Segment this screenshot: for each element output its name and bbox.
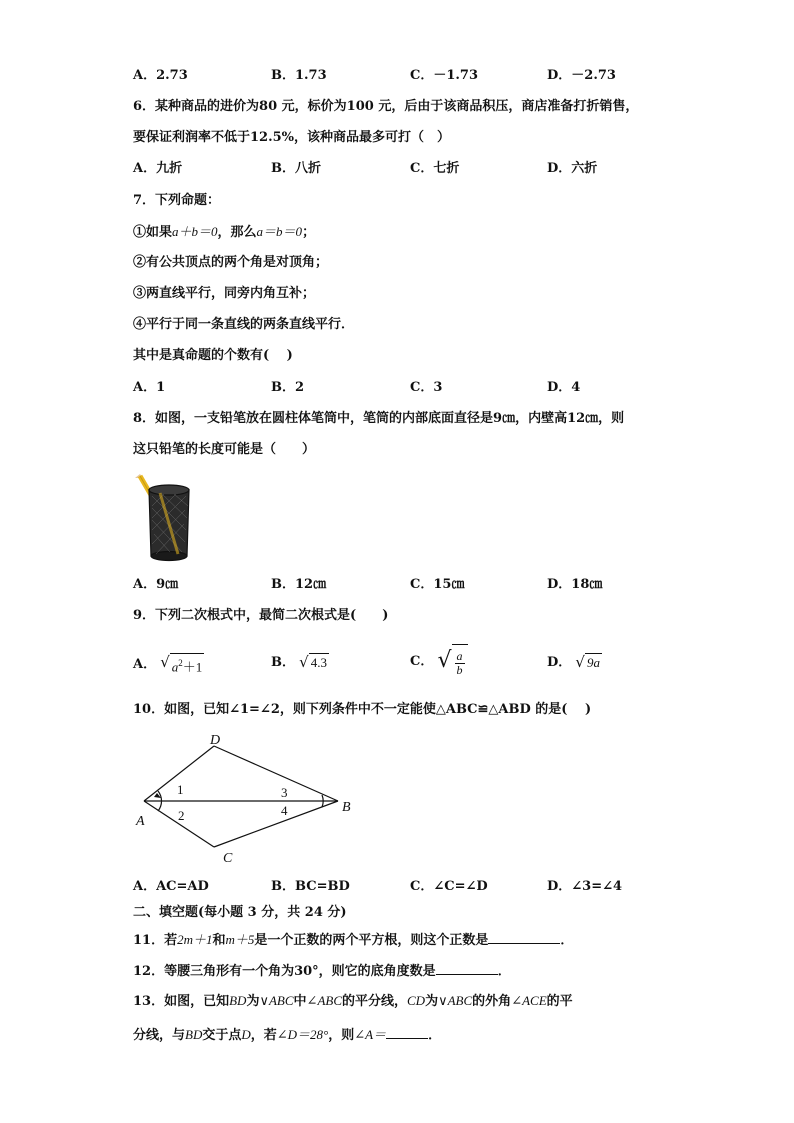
q8-stem-line2: 这只铅笔的长度可能是（ ） — [133, 442, 316, 457]
q8-option-d: D．18㎝ — [547, 577, 603, 592]
q9-options — [133, 648, 693, 686]
label-angle-1: 1 — [177, 782, 184, 797]
q11-mid: 和 — [212, 933, 226, 948]
q13-l2-angle-a: ∠A＝ — [354, 1027, 387, 1042]
q7-option-d: D．4 — [547, 380, 581, 395]
q13-l1-m: 的平 — [546, 994, 573, 1009]
q11-pre: 11．若 — [133, 933, 178, 948]
q6-option-d: D．六折 — [547, 161, 598, 176]
q9-c-numerator: a — [456, 649, 463, 663]
q9-stem: 9．下列二次根式中，最简二次根式是( ) — [133, 608, 389, 623]
q13-l1-cd: CD — [407, 993, 426, 1008]
q9-option-c-label: C． — [410, 653, 434, 669]
q6-option-b: B．八折 — [271, 161, 321, 176]
q13-l1-triangle2: ∨ABC — [438, 993, 473, 1008]
q13-l2-bd: BD — [185, 1027, 203, 1042]
q7-item2: ②有公共顶点的两个角是对顶角； — [133, 255, 329, 270]
q13-l1-i: 为 — [425, 994, 439, 1009]
q11-expr1: 2m＋1 — [177, 932, 213, 947]
q5-option-c: C．－1.73 — [410, 68, 479, 83]
q7-options — [133, 378, 693, 398]
q5-option-d: D．－2.73 — [547, 68, 616, 83]
q7-question: 其中是真命题的个数有( ) — [133, 348, 293, 363]
q6-option-a: A．九折 — [133, 161, 183, 176]
q13-l1-g: 的平分线， — [342, 994, 408, 1009]
mesh-cup-icon — [149, 485, 189, 561]
q13-l2-g: ，则 — [328, 1028, 355, 1043]
q11-post: 是一个正数的两个平方根，则这个正数是 — [254, 933, 489, 948]
q10-option-c: C．∠C=∠D — [410, 879, 488, 894]
label-angle-4: 4 — [281, 803, 288, 818]
q6-stem-line1: 6．某种商品的进价为80 元，标价为100 元，后由于该商品积压，商店准备打折销售， — [133, 99, 639, 114]
q9-c-denominator: b — [456, 663, 463, 677]
label-angle-3: 3 — [281, 785, 288, 800]
q13-line1 — [133, 991, 573, 1012]
q10-option-b: B．BC=BD — [271, 879, 350, 894]
q13-l2-a: 分线，与 — [133, 1028, 186, 1043]
q13-l2-c: 交于点 — [202, 1028, 242, 1043]
label-c: C — [223, 851, 233, 866]
q6-stem-line2: 要保证利润率不低于12.5%，该种商品最多可打（ ） — [133, 130, 451, 145]
segment-cb — [214, 801, 338, 847]
q9-option-d-label: D． — [547, 655, 572, 670]
q6-option-c: C．七折 — [410, 161, 460, 176]
q13-l1-a: 13．如图，已知 — [133, 994, 230, 1009]
q7-option-b: B．2 — [271, 380, 305, 395]
q13-answer-blank[interactable] — [386, 1024, 428, 1039]
q10-stem: 10．如图，已知∠1=∠2，则下列条件中不一定能使△ABC≌△ABD 的是( ) — [133, 702, 592, 717]
label-angle-2: 2 — [178, 808, 185, 823]
label-b: B — [342, 800, 351, 815]
q13-l1-c: 为 — [246, 994, 260, 1009]
q10-option-a: A．AC=AD — [133, 879, 209, 894]
q9-a-radicand: a — [171, 659, 179, 675]
q8-stem-line1: 8．如图，一支铅笔放在圆柱体笔筒中，笔筒的内部底面直径是9㎝，内壁高12㎝，则 — [133, 411, 625, 426]
pencil-holder-figure — [132, 472, 198, 568]
q7-item4: ④平行于同一条直线的两条直线平行． — [133, 317, 355, 332]
q12-end: ． — [497, 964, 511, 979]
q9-option-b-label: B． — [271, 655, 295, 670]
q5-option-b: B．1.73 — [271, 68, 327, 83]
q13-l2-angle-d: ∠D＝28° — [276, 1027, 329, 1042]
q12-answer-blank[interactable] — [436, 960, 498, 975]
q5-option-a: A．2.73 — [133, 68, 188, 83]
q13-l2-e: ，若 — [250, 1028, 277, 1043]
q6-options — [133, 159, 693, 179]
q7-item3: ③两直线平行，同旁内角互补； — [133, 286, 316, 301]
q7-item1-expr2: a＝b＝0 — [256, 224, 303, 239]
q13-line2 — [133, 1024, 441, 1046]
q8-options — [133, 575, 693, 595]
q9-d-radicand: 9a — [586, 655, 600, 670]
q9-option-c-sqrt: √ $\frac{a}{b}$ — [438, 644, 468, 679]
q7-stem: 7．下列命题： — [133, 193, 221, 208]
q13-l1-angle-ace: ∠ACE — [511, 993, 547, 1008]
q10-option-d: D．∠3=∠4 — [547, 879, 623, 894]
q8-option-a: A．9㎝ — [133, 577, 179, 592]
q9-option-d — [547, 653, 602, 673]
q13-l1-triangle: ∨ABC — [259, 993, 294, 1008]
q7-item1-expr1: a＋b＝0 — [172, 224, 218, 239]
q8-option-b: B．12㎝ — [271, 577, 327, 592]
q9-option-b — [271, 653, 329, 673]
q13-l1-angle-abc: ∠ABC — [306, 993, 342, 1008]
q9-a-exponent: 2 — [178, 658, 183, 668]
q13-l1-k: 的外角 — [472, 994, 512, 1009]
section-2-heading: 二、填空题(每小题 3 分，共 24 分) — [133, 905, 347, 920]
q9-option-a-sqrt: √ $a^2+1$ — [160, 653, 203, 675]
q7-option-c: C．3 — [410, 380, 443, 395]
q13-l1-e: 中 — [293, 994, 307, 1009]
q9-a-tail: ＋1 — [182, 659, 203, 675]
q11-end: ． — [560, 933, 574, 948]
q13-l1-bd: BD — [229, 993, 247, 1008]
q13-l2-d: D — [241, 1027, 251, 1042]
q9-option-a-label: A． — [133, 657, 157, 673]
label-d: D — [210, 733, 221, 748]
q9-option-a — [133, 653, 204, 676]
q11 — [133, 929, 573, 951]
q12 — [133, 960, 511, 982]
q5-options — [133, 66, 693, 86]
q11-answer-blank[interactable] — [488, 929, 560, 944]
q12-text: 12．等腰三角形有一个角为30°，则它的底角度数是 — [133, 964, 436, 979]
q8-option-c: C．15㎝ — [410, 577, 465, 592]
q9-b-radicand: 4.3 — [310, 655, 327, 670]
q11-expr2: m＋5 — [225, 932, 255, 947]
q7-item1-post: ； — [302, 225, 316, 240]
q7-option-a: A．1 — [133, 380, 166, 395]
q13-l2-end: ． — [428, 1028, 442, 1043]
label-a: A — [136, 814, 145, 829]
q7-item1-mid: ，那么 — [217, 225, 257, 240]
segment-db — [214, 746, 338, 801]
q10-options — [133, 877, 693, 897]
q7-item1-pre: ①如果 — [133, 225, 173, 240]
q9-option-c — [410, 644, 468, 679]
q7-item1 — [133, 222, 315, 243]
q10-triangle-figure — [130, 730, 360, 870]
q9-option-b-sqrt: √ 4.3 — [299, 653, 327, 671]
q9-option-d-sqrt: √ 9a — [575, 653, 600, 671]
